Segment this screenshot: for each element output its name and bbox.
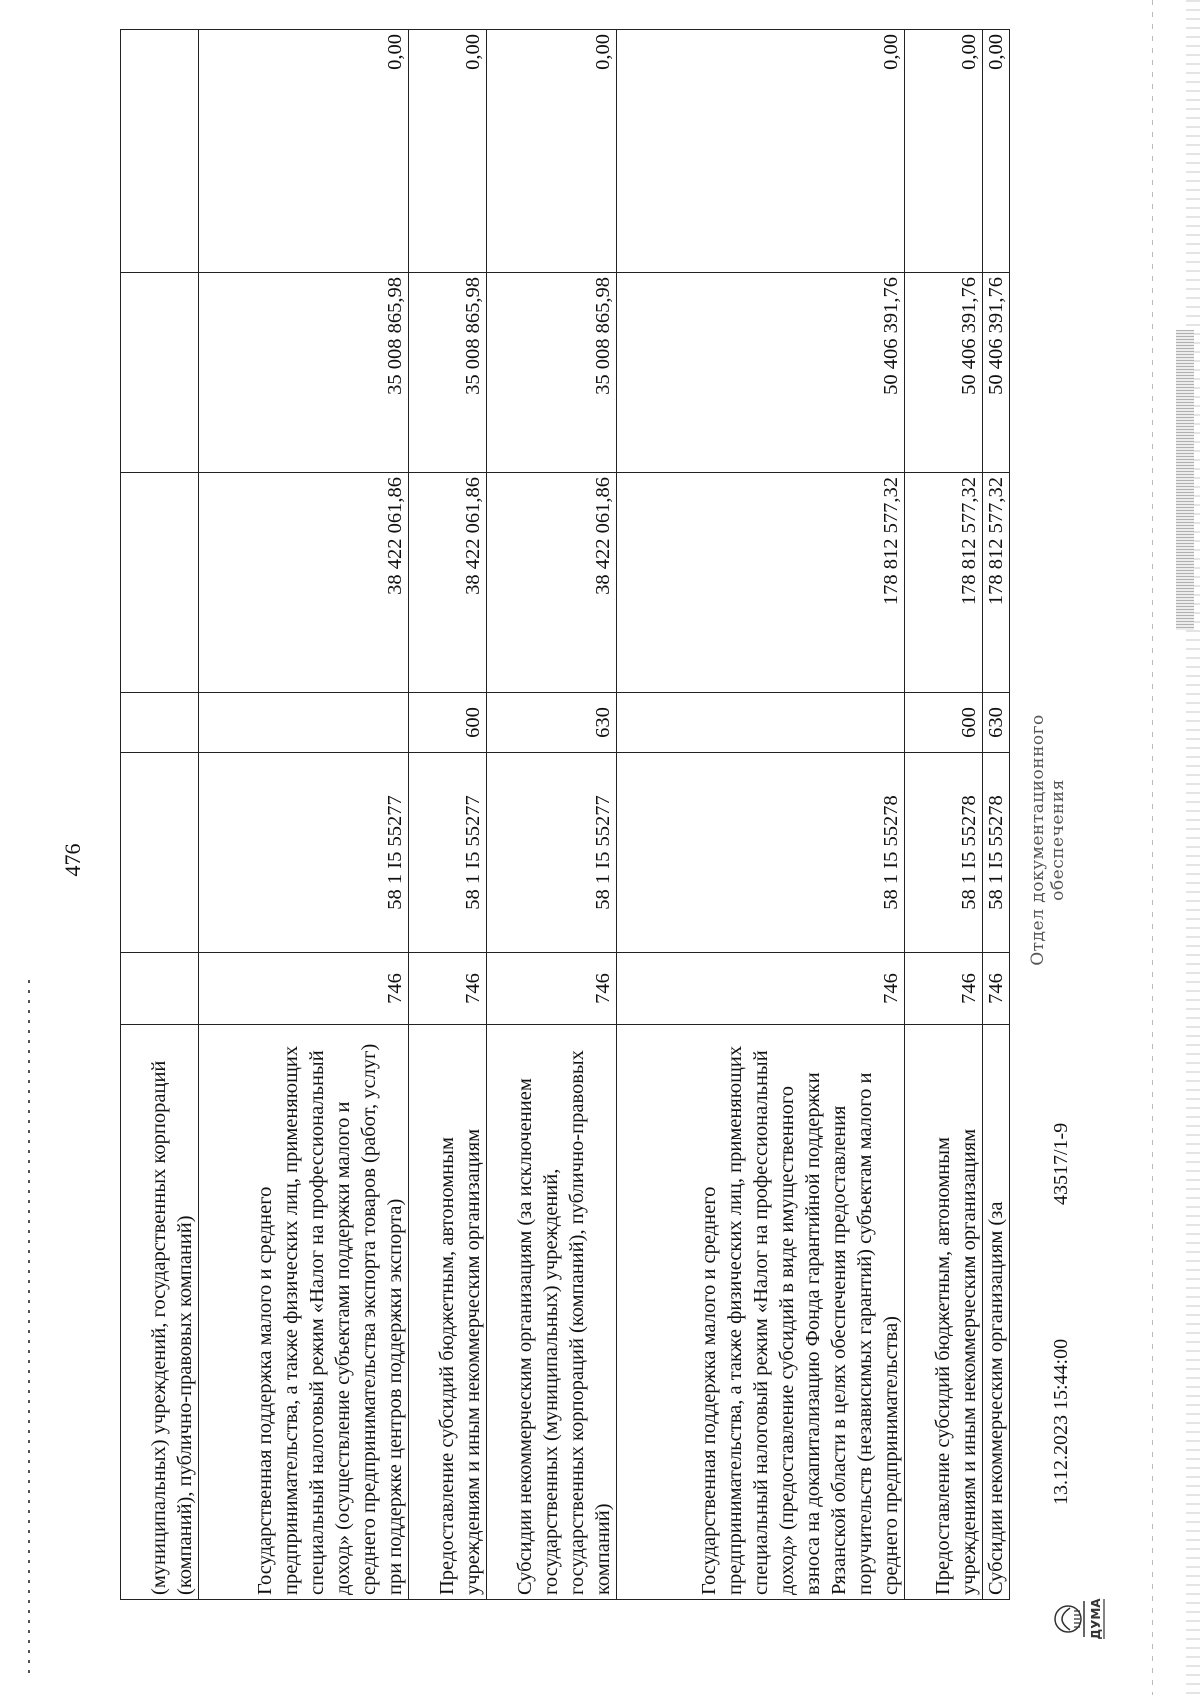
table-row — [617, 30, 905, 1600]
amount-year-1: 178 812 577,32 — [617, 473, 905, 693]
amount-year-3: 0,00 — [617, 30, 905, 273]
row-description: Государственная поддержка малого и среднего предпринимательства, а также физических лиц, применяющих специальный налоговый режим «Налог на профессиональный доход» (осуществление субъектами поддержки малого и среднего предпринимательства экспорта товаров (работ, услуг) при поддержке центров поддержки экспорта) — [199, 1025, 409, 1600]
table-row — [409, 30, 487, 1600]
ministry-code — [121, 953, 199, 1025]
row-description: Предоставление субсидий бюджетным, автономным учреждениям и иным некоммерческим организациям — [409, 1025, 487, 1600]
target-article-code: 58 1 I5 55277 — [199, 753, 409, 953]
target-article-code: 58 1 I5 55278 — [617, 753, 905, 953]
ministry-code: 746 — [617, 953, 905, 1025]
target-article-code: 58 1 I5 55277 — [409, 753, 487, 953]
amount-year-1: 178 812 577,32 — [905, 473, 983, 693]
table-row — [487, 30, 617, 1600]
budget-table — [120, 29, 1010, 1600]
table-row — [199, 30, 409, 1600]
duma-logo-icon — [1050, 1593, 1112, 1645]
ministry-code: 746 — [905, 953, 983, 1025]
target-article-code: 58 1 I5 55278 — [905, 753, 983, 953]
amount-year-2: 50 406 391,76 — [617, 273, 905, 473]
amount-year-3: 0,00 — [409, 30, 487, 273]
svg-text:ДУМА: ДУМА — [1089, 1598, 1103, 1640]
amount-year-1: 38 422 061,86 — [487, 473, 617, 693]
amount-year-2 — [121, 273, 199, 473]
table-row — [905, 30, 983, 1600]
amount-year-2: 35 008 865,98 — [487, 273, 617, 473]
ministry-code: 746 — [409, 953, 487, 1025]
target-article-code: 58 1 I5 55277 — [487, 753, 617, 953]
amount-year-3: 0,00 — [983, 30, 1010, 273]
amount-year-1: 38 422 061,86 — [409, 473, 487, 693]
expense-kind-code — [617, 693, 905, 753]
row-description: (муниципальных) учреждений, государственных корпораций (компаний), публично-правовых компаний) — [121, 1025, 199, 1600]
ministry-code: 746 — [487, 953, 617, 1025]
expense-kind-code: 600 — [409, 693, 487, 753]
expense-kind-code — [121, 693, 199, 753]
amount-year-3 — [121, 30, 199, 273]
amount-year-3: 0,00 — [199, 30, 409, 273]
target-article-code: 58 1 I5 55278 — [983, 753, 1010, 953]
ministry-code: 746 — [199, 953, 409, 1025]
table-row — [983, 30, 1010, 1600]
expense-kind-code: 600 — [905, 693, 983, 753]
amount-year-3: 0,00 — [905, 30, 983, 273]
target-article-code — [121, 753, 199, 953]
amount-year-1 — [121, 473, 199, 693]
row-description: Предоставление субсидий бюджетным, автономным учреждениям и иным некоммерческим организациям — [905, 1025, 983, 1600]
row-description: Субсидии некоммерческим организациям (за — [983, 1025, 1010, 1600]
amount-year-2: 50 406 391,76 — [905, 273, 983, 473]
page-number: 476 — [60, 843, 85, 877]
table-row — [121, 30, 199, 1600]
amount-year-2: 35 008 865,98 — [199, 273, 409, 473]
amount-year-2: 35 008 865,98 — [409, 273, 487, 473]
amount-year-1: 178 812 577,32 — [983, 473, 1010, 693]
document-number: 43517/1-9 — [1050, 1122, 1072, 1205]
expense-kind-code: 630 — [983, 693, 1010, 753]
amount-year-2: 50 406 391,76 — [983, 273, 1010, 473]
stamp-line-1: Отдел документационного — [1028, 714, 1048, 966]
ministry-code: 746 — [983, 953, 1010, 1025]
stamp-line-2: обеспечения — [1048, 779, 1068, 901]
row-description: Субсидии некоммерческим организациям (за исключением государственных (муниципальных) учреждений, государственных корпораций (компаний), публично-правовых компаний) — [487, 1025, 617, 1600]
expense-kind-code — [199, 693, 409, 753]
document-datetime: 13.12.2023 15:44:00 — [1050, 1338, 1072, 1505]
department-stamp — [1028, 710, 1068, 970]
expense-kind-code: 630 — [487, 693, 617, 753]
amount-year-3: 0,00 — [487, 30, 617, 273]
row-description: Государственная поддержка малого и среднего предпринимательства, а также физических лиц, применяющих специальный налоговый режим «Налог на профессиональный доход» (предоставление субсидий в виде имущественного взноса на докапитализацию Фонда гарантийной поддержки Рязанской области в целях обеспечения предоставления поручительств (независимых гарантий) субъектам малого и среднего предпринимательства) — [617, 1025, 905, 1600]
amount-year-1: 38 422 061,86 — [199, 473, 409, 693]
